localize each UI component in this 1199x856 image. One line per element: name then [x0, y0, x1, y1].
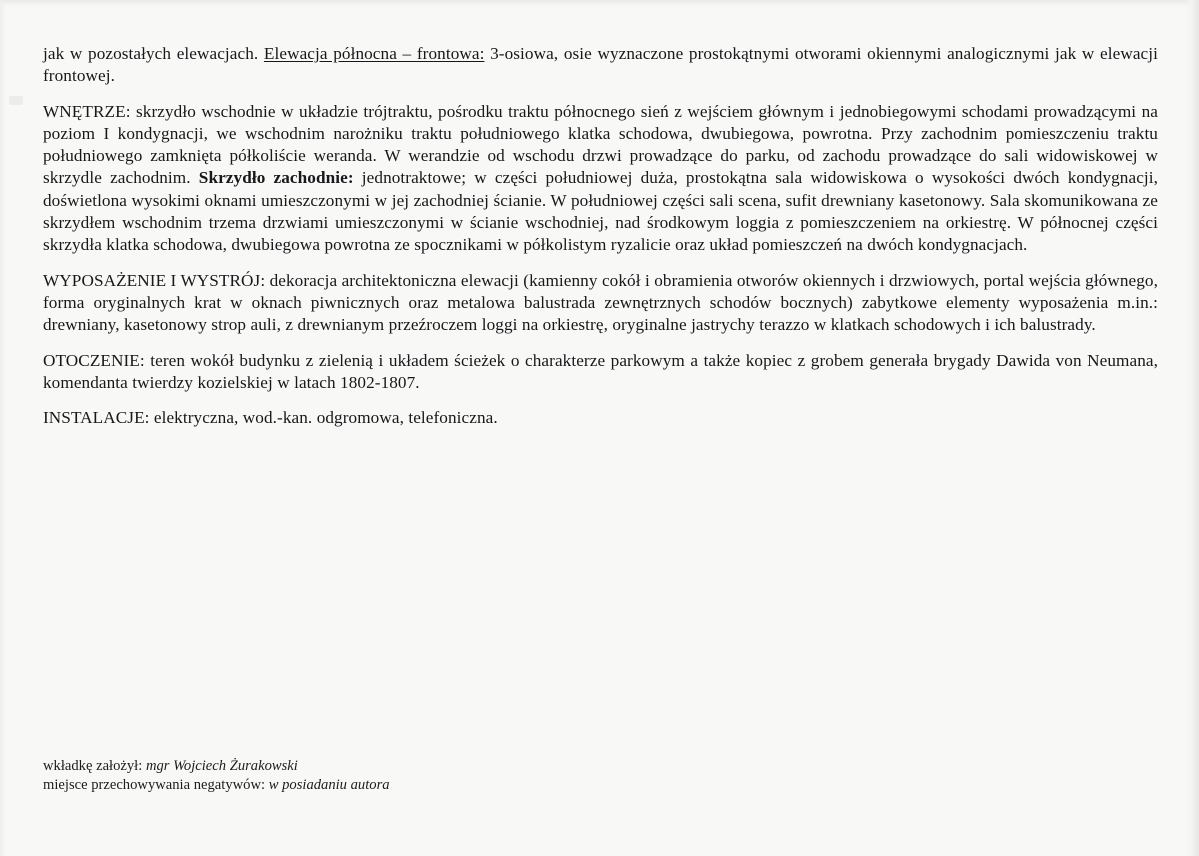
footer-label: miejsce przechowywania negatywów: — [43, 777, 266, 793]
run-underlined-heading: Elewacja północna – frontowa: — [263, 44, 485, 63]
paragraph-instalacje — [43, 407, 1158, 429]
document-body — [43, 43, 1158, 429]
footer-value: mgr Wojciech Żurakowski — [145, 758, 298, 774]
document-footer — [43, 757, 743, 795]
run-text: jak w pozostałych elewacjach. — [43, 44, 264, 63]
run-text: WYPOSAŻENIE I WYSTRÓJ: dekoracja architektoniczna elewacji (kamienny cokół i obramienia otworów okiennych i drzwiowych, portal wejścia głównego, forma oryginalnych krat w oknach piwnicznych oraz metalowa balustrada zewnętrznych schodów bocznych) zabytkowe elementy wyposażenia m.in.: drewniany, kasetonowy strop auli, z drewnianym przeźroczem loggi na orkiestrę, oryginalne jastrychy terazzo w klatkach schodowych i ich balustrady. — [43, 270, 1158, 335]
scan-edge-shadow-top — [0, 0, 1199, 9]
run-text: OTOCZENIE: teren wokół budynku z zielenią i układem ścieżek o charakterze parkowym a także kopiec z grobem generała brygady Dawida von Neumana, komendanta twierdzy kozielskiej w latach 1802-1807. — [43, 350, 1158, 392]
run-text: jednotraktowe; w części południowej duża, prostokątna sala widowiskowa o wysokości dwóch kondygnacji, doświetlona wysokimi oknami umieszczonymi w jej zachodniej ścianie. W południowej części sali scena, sufit drewniany kasetonowy. Sala skomunikowana ze skrzydłem wschodnim trzema drzwiami umieszczonymi w ścianie wschodniej, nad środkowym loggia z pomieszczeniem na orkiestrę. W północnej części skrzydła klatka schodowa, dwubiegowa powrotna ze spocznikami w półkolistym ryzalicie oraz układ pomieszczeń na dwóch kondygnacjach. — [43, 168, 1159, 255]
paragraph-elewacje — [43, 43, 1158, 88]
run-text: 3-osiowa, osie wyznaczone prostokątnymi otworami okiennymi analogicznymi jak w elewacji frontowej. — [43, 44, 1158, 86]
footer-line-negatives-location — [43, 776, 743, 795]
footer-value: w posiadaniu autora — [268, 777, 390, 793]
run-text: WNĘTRZE: skrzydło wschodnie w układzie trójtraktu, pośrodku traktu północnego sień z wejściem głównym i jednobiegowymi schodami prowadzącymi na poziom I kondygnacji, we wschodnim narożniku traktu południowego klatka schodowa, dwubiegowa, powrotna. Przy zachodnim pomieszczeniu traktu południowego zamknięta półkoliście weranda. W werandzie od wschodu drzwi prowadzące do parku, od zachodu prowadzące do sali widowiskowej w skrzydle zachodnim. — [43, 101, 1158, 188]
scan-edge-shadow-right — [1185, 0, 1199, 856]
footer-label: wkładkę założył: — [43, 758, 143, 774]
run-bold-skrzydlo-zachodnie: Skrzydło zachodnie: — [198, 168, 354, 188]
paragraph-otoczenie — [43, 350, 1158, 395]
scan-artifact-speck — [9, 96, 23, 105]
run-text: INSTALACJE: elektryczna, wod.-kan. odgromowa, telefoniczna. — [43, 408, 498, 428]
paragraph-wyposazenie-i-wystroj — [43, 270, 1158, 337]
scan-edge-shadow-left — [0, 0, 6, 856]
paragraph-wnetrze — [43, 101, 1158, 257]
footer-line-author — [43, 757, 743, 776]
